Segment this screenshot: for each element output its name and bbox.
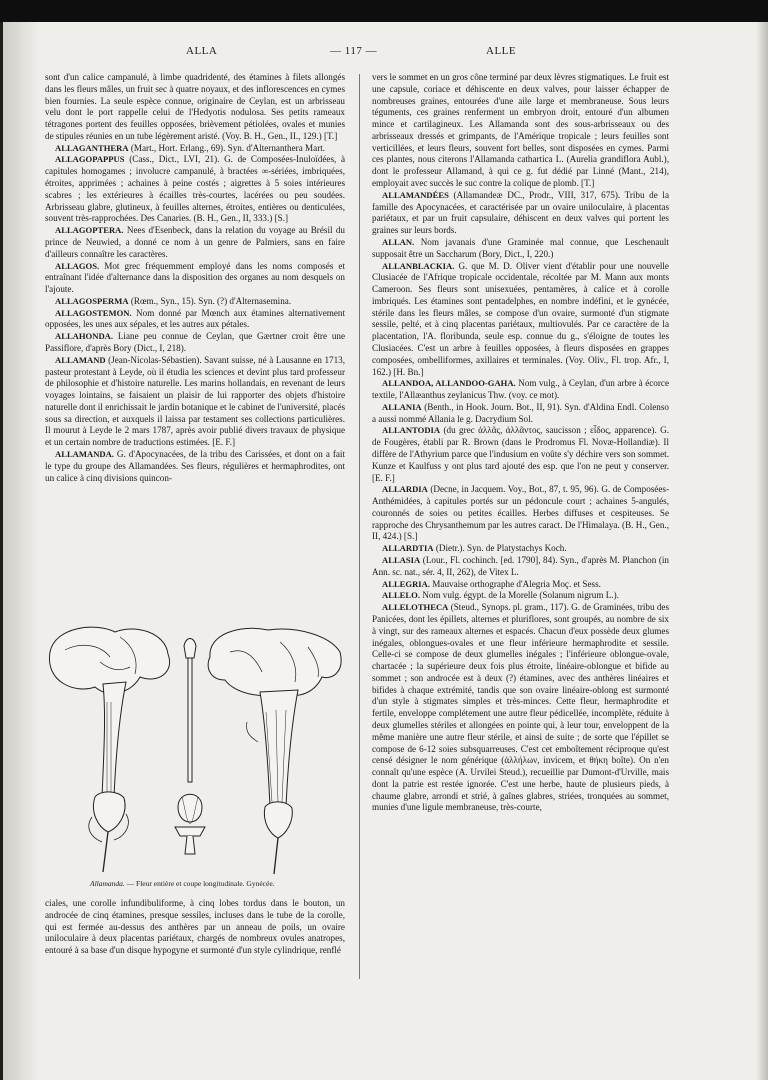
entry-headword: ALLAGOSPERMA [55,295,129,306]
dictionary-entry [372,590,669,602]
entry-text: (Benth., in Hook. Journ. Bot., II, 91). Syn. d'Aldina Endl. Colenso a aussi nommé Allania le g. Dacrydium Sol. [372,401,669,424]
entry-text: (Cass., Dict., LVI, 21). G. de Composées-Inuloïdées, à capitules homogames ; involucre campanulé, à bractées ∞-sériées, imbriquées, étroites, apprimées ; achaines à peine costés ; aigrettes à 5 soies intérieures scabres ; les extérieures à écailles très-courtes, lacérées ou peu soudées. Arbrisseau glabre, glutineux, à feuilles alternes, étroites, entières ou denticulées, souvent très-rapprochées. Des Canaries. (B. H., Gen., II, 333.) [S.] [45,154,345,224]
entry-text: Nom donné par Mœnch aux étamines alternativement opposées, les unes aux sépales, et les autres aux pétales. [45,307,345,330]
dictionary-entry [45,225,345,260]
entry-headword: ALLASIA [382,555,421,566]
entry-headword: ALLANBLACKIA. [382,260,455,271]
dictionary-entry [372,579,669,591]
calyx [93,792,125,832]
section-limb [208,628,341,695]
entry-text: (Rœm., Syn., 15). Syn. (?) d'Alternasemina. [128,295,292,306]
dictionary-entry [372,378,669,402]
entry-text: sont d'un calice campanulé, à limbe quadridenté, des étamines à filets allongés dans les fleurs mâles, un fruit sec à quatre noyaux, et des inflorescences en cymes bien fournies. La seule espèce connue, originaire de Ceylan, est un arbrisseau velu dont le port rappelle celui de l'Hedyotis nodulosa. Ses petits rameaux tétragones portent des feuilles opposées, brièvement pétiolées, ovales et munies de stipules réunies en un tube légèrement aristé. (Voy. B. H., Gen., II., 129.) [T.] [45,72,345,141]
dictionary-entry [45,154,345,225]
entry-text: Nom javanais d'une Graminée mal connue, que Leschenault supposait être un Saccharum (Bory, Dict., I, 220.) [372,236,669,259]
entry-text: G. d'Apocynacées, de la tribu des Carissées, et dont on a fait le type du groupe des Allamandées. Ses fleurs, régulières et hermaphrodites, ont un calice à cinq divisions quincon- [45,449,345,483]
dictionary-entry [372,237,669,261]
left-column-bottom [45,898,345,988]
entry-headword: ALLANIA [382,401,422,412]
entry-headword: ALLAHONDA. [55,331,114,342]
entry-text: Mauvaise orthographe d'Alegria Moç. et Sess. [430,578,601,589]
dictionary-entry [45,331,345,355]
dictionary-entry [372,402,669,426]
dictionary-entry [372,602,669,814]
entry-text: Nees d'Esenbeck, dans la relation du voyage au Brésil du prince de Neuwied, a donné ce nom à un genre de Palmiers, sans en faire d'ailleurs connaître les caractères. [45,225,345,259]
entry-text: G. que M. D. Oliver vient d'établir pour une nouvelle Clusiacée de l'Afrique tropicale occidentale, récoltée par M. Mann aux monts Cameroon. Ses fleurs sont unisexuées, pentamères, à calice et à corolle imbriqués. Les étamines sont pentadelphes, en nombre indéfini, et le gynécée, stérile dans les fleurs mâles, se compose d'un ovaire, surmonté d'un stigmate sessile, pelté, et à cinq placentas pariétaux, multiovulés. Par ce caractère de la placentation, l'A. floribunda, seule esp. connue du g., s'éloigne de toutes les Clusiacées. C'est un arbre à feuilles opposées, à fleurs disposées en grappes composées, ombelliformes, axillaires et terminales. (Voy. Oliv., Fl. trop. Afr., I, 162.) [H. Bn.] [372,260,669,377]
dictionary-entry [45,261,345,296]
entry-text: Mot grec fréquemment employé dans les noms composés et entraînant l'idée d'alternance dans la disposition des organes au nom desquels on l'ajoute. [45,260,345,295]
entry-text: (Mart., Hort. Erlang., 69). Syn. d'Alternanthera Mart. [128,142,326,153]
running-head-left: ALLA [186,45,218,57]
entry-headword: ALLAGOS. [55,260,100,271]
entry-headword: ALLAN. [382,236,415,247]
entry-headword: ALLAGOSTEMON. [55,307,132,318]
column-divider [359,74,360,979]
dictionary-entry [372,261,669,379]
section-calyx [264,802,292,838]
dictionary-entry [45,355,345,449]
section-tube [260,690,298,807]
style [188,642,192,782]
entry-text: (du grec ἀλλᾶς, ἀλλᾶντος, saucisson ; εἶδος, apparence). G. de Fougères, établi par R. Brown (dans le Prodromus Fl. Novæ-Hollandiæ). Il diffère de l'Athyrium parce que l'indusium en voûte s'y déchire vers son sommet. Kunze et Kaulfuss y ont plus tard ajouté des esp. que l'on ne peut y conserver. [E. F.] [372,425,669,483]
entry-text: (Decne, in Jacquem. Voy., Bot., 87, t. 95, 96). G. de Composées-Anthémidées, à capitules portés sur un pédoncule court ; achaines 5-angulés, couronnés de soies ou petites écailles. Herbes diffuses et cespiteuses. Se rapproche des Chrysanthemum par les autres caract. De l'Himalaya. (B. H., Gen., II, 424.) [S.] [372,484,669,542]
entry-text: vers le sommet en un gros cône terminé par deux lèvres stigmatiques. Le fruit est une capsule, coriace et déhiscente en deux valves, pour laisser échapper de nombreuses graines, entourées d'une aile large et membraneuse. Sous leurs téguments, ces graines renferment un embryon droit, entouré d'un albumen mince et cartilagineux. Les Allamanda sont des sous-arbrisseaux ou des arbrisseaux dressés et grimpants, de l'Amérique tropicale ; leurs feuilles sont verticillées, et leurs fleurs, souvent fort belles, sont disposées en cymes. Parmi ces plantes, nous citerons l'Allamanda cathartica L. (Aurelia grandiflora Aubl.), dont le professeur Allamand, à qui ce g. fut dédié par Linné (Mant., 214), employait avec succès le suc contre la colique de plomb. [T.] [372,72,669,189]
entry-headword: ALLAMANDA. [55,449,114,459]
dictionary-entry [45,296,345,308]
dictionary-entry [372,484,669,543]
entry-headword: ALLEGRIA. [382,578,430,589]
paragraph: ciales, une corolle infundibuliforme, à cinq lobes tordus dans le bouton, un androcée de cinq étamines, presque sessiles, incluses dans le tube de la corolle, qui est fermée au-dessus des anthères par un anneau de poils, un ovaire uniloculaire à deux placentas pariétaux, chargés de nombreux ovules anatropes, entouré à sa base d'un disque hypogyne et surmonté d'un style cylindrique, renflé [45,898,345,956]
entry-headword: ALLELOTHECA [382,602,449,613]
entry-headword: ALLARDIA [382,484,428,495]
dictionary-entry [372,190,669,237]
entry-text: (Lour., Fl. cochinch. [ed. 1790], 84). Syn., d'après M. Planchon (in Ann. sc. nat., sér. 4, II, 262), de Vitex L. [372,555,669,577]
corolla-tube [102,682,126,797]
left-column-top [45,72,345,628]
entry-headword: ALLAGANTHERA [55,142,129,153]
entry-headword: ALLAMAND [55,354,106,365]
entry-headword: ALLANTODIA [382,425,441,436]
entry-headword: ALLANDOA, ALLANDOO-GAHA. [382,378,516,389]
dictionary-entry [45,308,345,332]
entry-text: Nom vulg., à Ceylan, d'un arbre à écorce textile, l'Allæanthus zeylanicus Thw. (voy. ce mot). [372,378,669,401]
entry-text: (Allamandeæ DC., Prodr., VIII, 317, 675). Tribu de la famille des Apocynacées, et caractérisée par un ovaire uniloculaire, à placentas pariétaux, et par un fruit capsulaire, déhiscent en deux valves qui portent les graines sur leurs bords. [372,189,669,236]
dictionary-entry [372,543,669,555]
paragraph [372,72,669,190]
caption-genus: Allamanda. [90,879,125,888]
entry-headword: ALLELO. [382,590,420,601]
entry-headword: ALLARDTIA [382,543,434,554]
scan-border [0,0,768,22]
entry-text: (Steud., Synops. pl. gram., 117). G. de Graminées, tribu des Panicées, dont les épillets, alternes et pluriflores, sont groupés, au nombre de six à vingt, sur des rameaux alternes et espacés. Chacun d'eux possède deux glumes inégales, oblongues-ovales et une fleur inférieure hermaphrodite et sessile. Celle-ci se compose de deux glumelles inégales ; l'inférieure oblongue-ovale, chartacée ; la supérieure deux fois plus étroite, linéaire-oblongue et bifide au sommet ; son androcée est à deux (?) étamines, avec des anthères linéaires et bifides à chaque extrémité, tandis que son ovaire linéaire-oblong est surmonté d'un style à stigmates simples et très-minces. Cette fleur, hermaphrodite et fertile, enveloppe complétement une autre fleur pédicellée, incomplète, réduite à deux glumelles stériles et allongées en pointe qui, à leur tour, enveloppent de la même manière une autre fleur stérile, et ainsi de suite ; de sorte que l'épillet se compose de 6-12 soies subsquarreuses. C'est cet emboîtement réciproque qu'est censé désigner le nom générique (ἀλλήλων, invicem, et θήκη boîte). On n'en connaît qu'une espèce (A. Urvilei Steud.), recueillie par Dumont-d'Urville, mais dont la patrie est restée ignorée. C'est une herbe, haute de plusieurs pieds, à chaume glabre, arrondi et strié, à gaînes glabres, striées, tronquées au sommet, munies d'une ligule membraneuse, très-courte, [372,602,669,813]
allamanda-illustration [40,622,350,877]
right-column [372,72,669,974]
dictionary-entry [372,425,669,484]
entry-headword: ALLAGOPAPPUS [55,154,125,165]
paragraph [45,72,345,143]
entry-headword: ALLAMANDÉES [382,189,449,200]
entry-headword: ALLAGOPTERA. [55,225,124,236]
entry-text: (Jean-Nicolas-Sébastien). Savant suisse, né à Lausanne en 1713, pasteur protestant à Leyde, où il étudia les sciences et devint plus tard professeur de philosophie et d'histoire naturelle. Les marins hollandais, en revenant de leurs voyages lointains, se faisaient un plaisir de lui rapporter des objets d'histoire naturelle dont il enrichissait le jardin botanique et le cabinet de l'université, placés sous sa direction, et auxquels il laissa par testament ses collections particulières. Il mourut à Leyde le 2 mars 1787, après avoir publié divers travaux de physique et un certain nombre de traductions estimées. [E. F.] [45,354,345,448]
entry-text: (Dietr.). Syn. de Platystachys Koch. [433,543,567,554]
dictionary-entry [45,449,345,484]
entry-text: Nom vulg. égypt. de la Morelle (Solanum nigrum L.). [419,590,619,601]
ovary [178,794,202,822]
dictionary-entry [45,143,345,155]
caption-text: — Fleur entière et coupe longitudinale. Gynécée. [124,879,275,888]
page-number: — 117 — [330,45,378,57]
running-head-right: ALLE [486,45,517,57]
dictionary-entry [372,555,669,579]
figure-caption [90,879,275,888]
entry-text: Liane peu connue de Ceylan, que Gærtner croit être une Passiflore, d'après Bory (Dict., I, 218). [45,331,345,353]
